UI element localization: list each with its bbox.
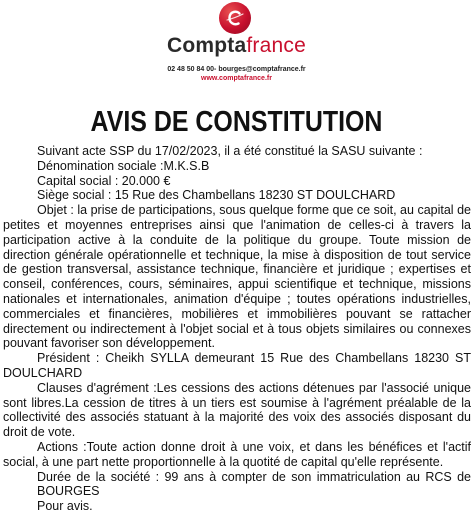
- notice-paragraph-pour-avis: Pour avis.: [37, 499, 93, 514]
- letterhead: [0, 0, 473, 98]
- notice-paragraph-actions: Actions :Toute action donne droit à une voix, et dans les bénéfices et l'actif social, à une part nette proportionnelle à la quotité de capital qu'elle représente.: [3, 439, 471, 469]
- notice-paragraph-intro: Suivant acte SSP du 17/02/2023, il a été constitué la SASU suivante :: [37, 144, 423, 158]
- notice-paragraph-agrement: Clauses d'agrément :Les cessions des actions détenues par l'associé unique sont libres.La cession de titres à un tiers est soumise à l'agrément préalable de la collectivité des associés statuant à la majorité des voix des associés disposant du droit de vote.: [3, 380, 471, 440]
- contact-line: 02 48 50 84 00- bourges@comptafrance.fr: [167, 66, 306, 73]
- notice-body: [3, 144, 471, 514]
- comptafrance-logo-icon: [219, 2, 251, 34]
- website-link[interactable]: www.comptafrance.fr: [201, 75, 272, 82]
- notice-title: AVIS DE CONSTITUTION: [90, 106, 383, 138]
- brand-name: [0, 34, 473, 58]
- notice-paragraph-objet: Objet : la prise de participations, sous quelque forme que ce soit, au capital de petites et moyennes entreprises ainsi que l'animation de celles-ci à travers la participation active à la conduite de la politique du groupe. Toute mission de direction générale opérationnelle et technique, la mise à disposition de tout service de gestion transversal, assistance technique, financière et juridique ; expertises et conseil, conférences, cours, séminaires, appui scientifique et technique, missions nationales et internationales, animation d'équipe ; toutes opérations industrielles, commerciales et financières, mobilières et immobilières pouvant se rattacher directement ou indirectement à l'objet social et à tous objets similaires ou connexes pouvant favoriser son développement.: [3, 203, 471, 351]
- brand-name-part2: france: [246, 34, 306, 57]
- brand-name-part1: Compta: [167, 34, 247, 57]
- notice-paragraph-president: Président : Cheikh SYLLA demeurant 15 Rue des Chambellans 18230 ST DOULCHARD: [3, 351, 471, 380]
- notice-paragraph-capital: Capital social : 20.000 €: [37, 173, 171, 188]
- notice-paragraph-siege: Siège social : 15 Rue des Chambellans 18230 ST DOULCHARD: [37, 188, 396, 203]
- notice-paragraph-duree: Durée de la société : 99 ans à compter de son immatriculation au RCS de BOURGES: [37, 469, 471, 499]
- notice-paragraph-denomination: Dénomination sociale :M.K.S.B: [37, 158, 210, 173]
